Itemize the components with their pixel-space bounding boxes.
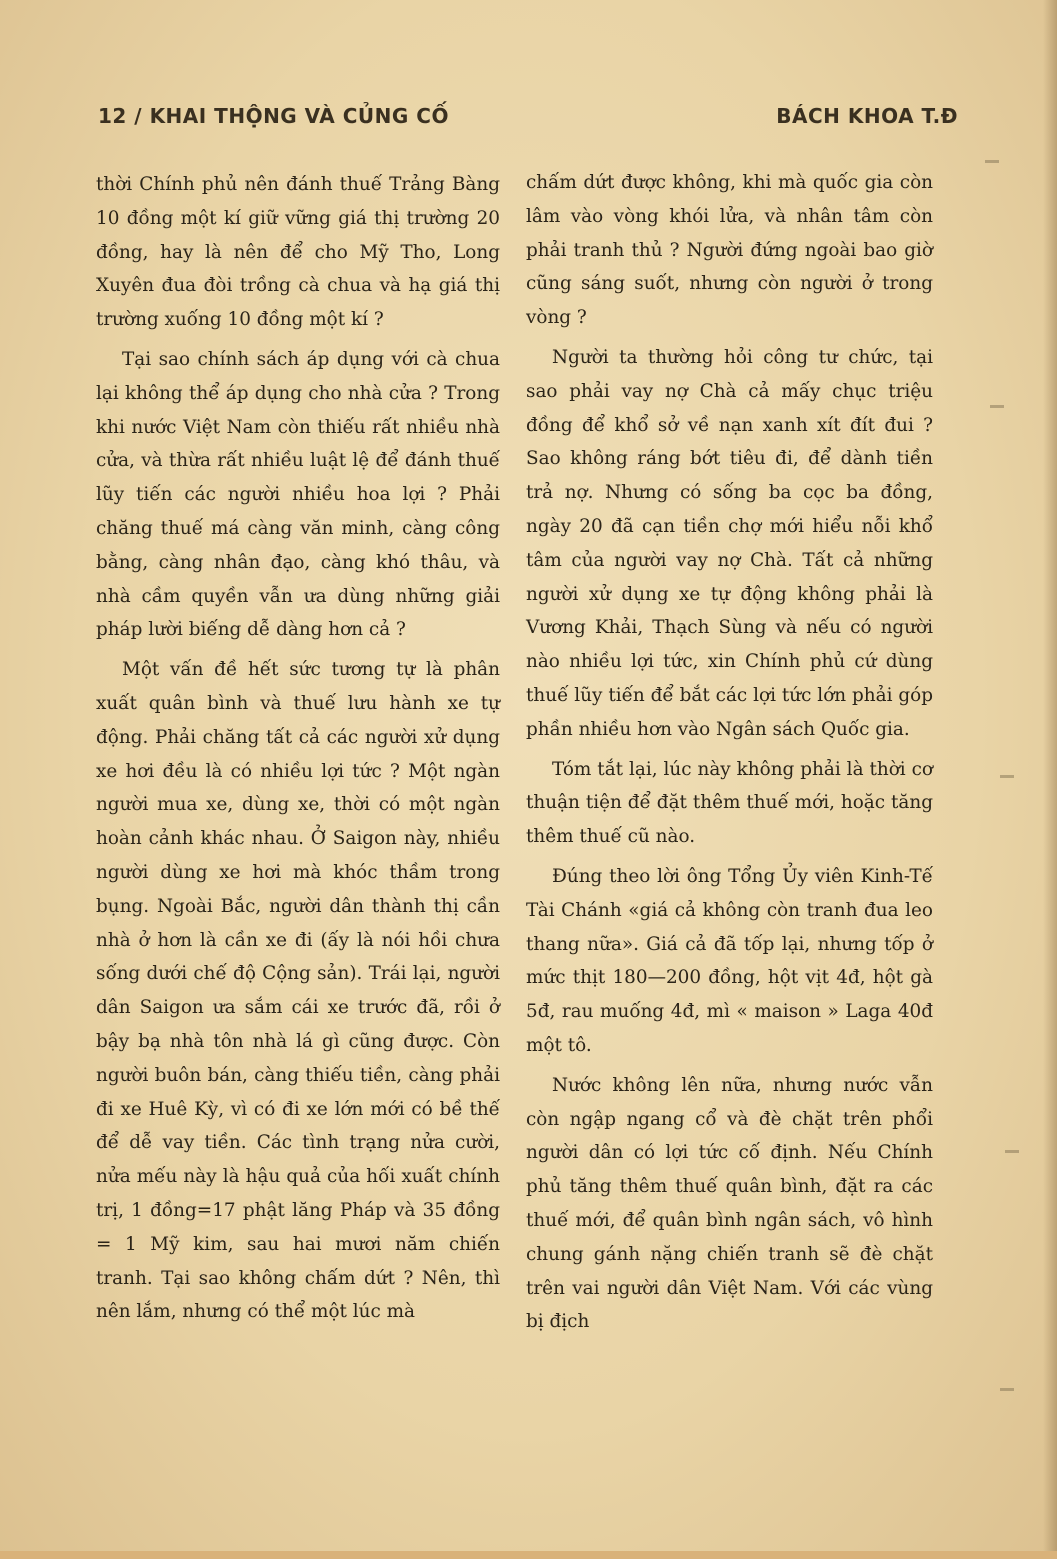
margin-smudge: [1000, 775, 1014, 778]
margin-smudge: [1005, 1150, 1019, 1153]
page-bottom-band: [0, 1551, 1057, 1559]
paragraph: Tóm tắt lại, lúc này không phải là thời cơ thuận tiện để đặt thêm thuế mới, hoặc tăng thêm thuế cũ nào.: [526, 758, 933, 848]
paragraph: Đúng theo lời ông Tổng Ủy viên Kinh-Tế Tài Chánh «giá cả không còn tranh đua leo thang nữa». Giá cả đã tốp lại, nhưng tốp ở mức thịt 180—200 đồng, hột vịt 4đ, hột gà 5đ, rau muống 4đ, mì « maison » Laga 40đ một tô.: [526, 865, 933, 1056]
margin-smudge: [1000, 1388, 1014, 1391]
paragraph: Người ta thường hỏi công tư chức, tại sao phải vay nợ Chà cả mấy chục triệu đồng để khổ sở về nạn xanh xít đít đui ? Sao không ráng bớt tiêu đi, để dành tiền trả nợ. Nhưng có sống ba cọc ba đồng, ngày 20 đã cạn tiền chợ mới hiểu nỗi khổ tâm của người vay nợ Chà. Tất cả những người xử dụng xe tự động không phải là Vương Khải, Thạch Sùng và nếu có người nào nhiều lợi tức, xin Chính phủ cứ dùng thuế lũy tiến để bắt các lợi tức lớn phải góp phần nhiều hơn vào Ngân sách Quốc gia.: [526, 346, 933, 740]
margin-smudge: [990, 405, 1004, 408]
paragraph: Một vấn đề hết sức tương tự là phân xuất quân bình và thuế lưu hành xe tự động. Phải chăng tất cả các người xử dụng xe hơi đều là có nhiều lợi tức ? Một ngàn người mua xe, dùng xe, thời có một ngàn hoàn cảnh khác nhau. Ở Saigon này, nhiều người dùng xe hơi mà khóc thầm trong bụng. Ngoài Bắc, người dân thành thị cần nhà ở hơn là cần xe đi (ấy là nói hồi chưa sống dưới chế độ Cộng sản). Trái lại, người dân Saigon ưa sắm cái xe trước đã, rồi ở bậy bạ nhà tôn nhà lá gì cũng được. Còn người buôn bán, càng thiếu tiền, càng phải đi xe Huê Kỳ, vì có đi xe lớn mới có bề thế để dễ vay tiền. Các tình trạng nửa cười, nửa mếu này là hậu quả của hối xuất chính trị, 1 đồng=17 phật lăng Pháp và 35 đồng = 1 Mỹ kim, sau hai mươi năm chiến tranh. Tại sao không chấm dứt ? Nên, thì nên lắm, nhưng có thể một lúc mà: [96, 659, 500, 1323]
right-column: [526, 166, 933, 1339]
running-header: [98, 104, 958, 138]
page-edge-shadow: [1043, 0, 1057, 1559]
margin-smudge: [985, 160, 999, 163]
paragraph: Tại sao chính sách áp dụng với cà chua lại không thể áp dụng cho nhà cửa ? Trong khi nước Việt Nam còn thiếu rất nhiều nhà cửa, và thừa rất nhiều luật lệ để đánh thuế lũy tiến các người nhiều hoa lợi ? Phải chăng thuế má càng văn minh, càng công bằng, càng nhân đạo, càng khó thâu, và nhà cầm quyền vẫn ưa dùng những giải pháp lười biếng dễ dàng hơn cả ?: [96, 348, 500, 641]
header-page-title: 12 / KHAI THỘNG VÀ CỦNG CỐ: [98, 104, 449, 128]
header-publication: BÁCH KHOA T.Đ: [776, 104, 958, 128]
paragraph: Nước không lên nữa, nhưng nước vẫn còn ngập ngang cổ và đè chặt trên phổi người dân có lợi tức cố định. Nếu Chính phủ tăng thêm thuế quân bình, đặt ra các thuế mới, để quân bình ngân sách, vô hình chung gánh nặng chiến tranh sẽ đè chặt trên vai người dân Việt Nam. Với các vùng bị địch: [526, 1074, 933, 1333]
paragraph: chấm dứt được không, khi mà quốc gia còn lâm vào vòng khói lửa, và nhân tâm còn phải tranh thủ ? Người đứng ngoài bao giờ cũng sáng suốt, nhưng còn người ở trong vòng ?: [526, 172, 933, 329]
left-column: [96, 168, 500, 1329]
paragraph: thời Chính phủ nên đánh thuế Trảng Bàng 10 đồng một kí giữ vững giá thị trường 20 đồng, hay là nên để cho Mỹ Tho, Long Xuyên đua đòi trồng cà chua và hạ giá thị trường xuống 10 đồng một kí ?: [96, 174, 500, 331]
